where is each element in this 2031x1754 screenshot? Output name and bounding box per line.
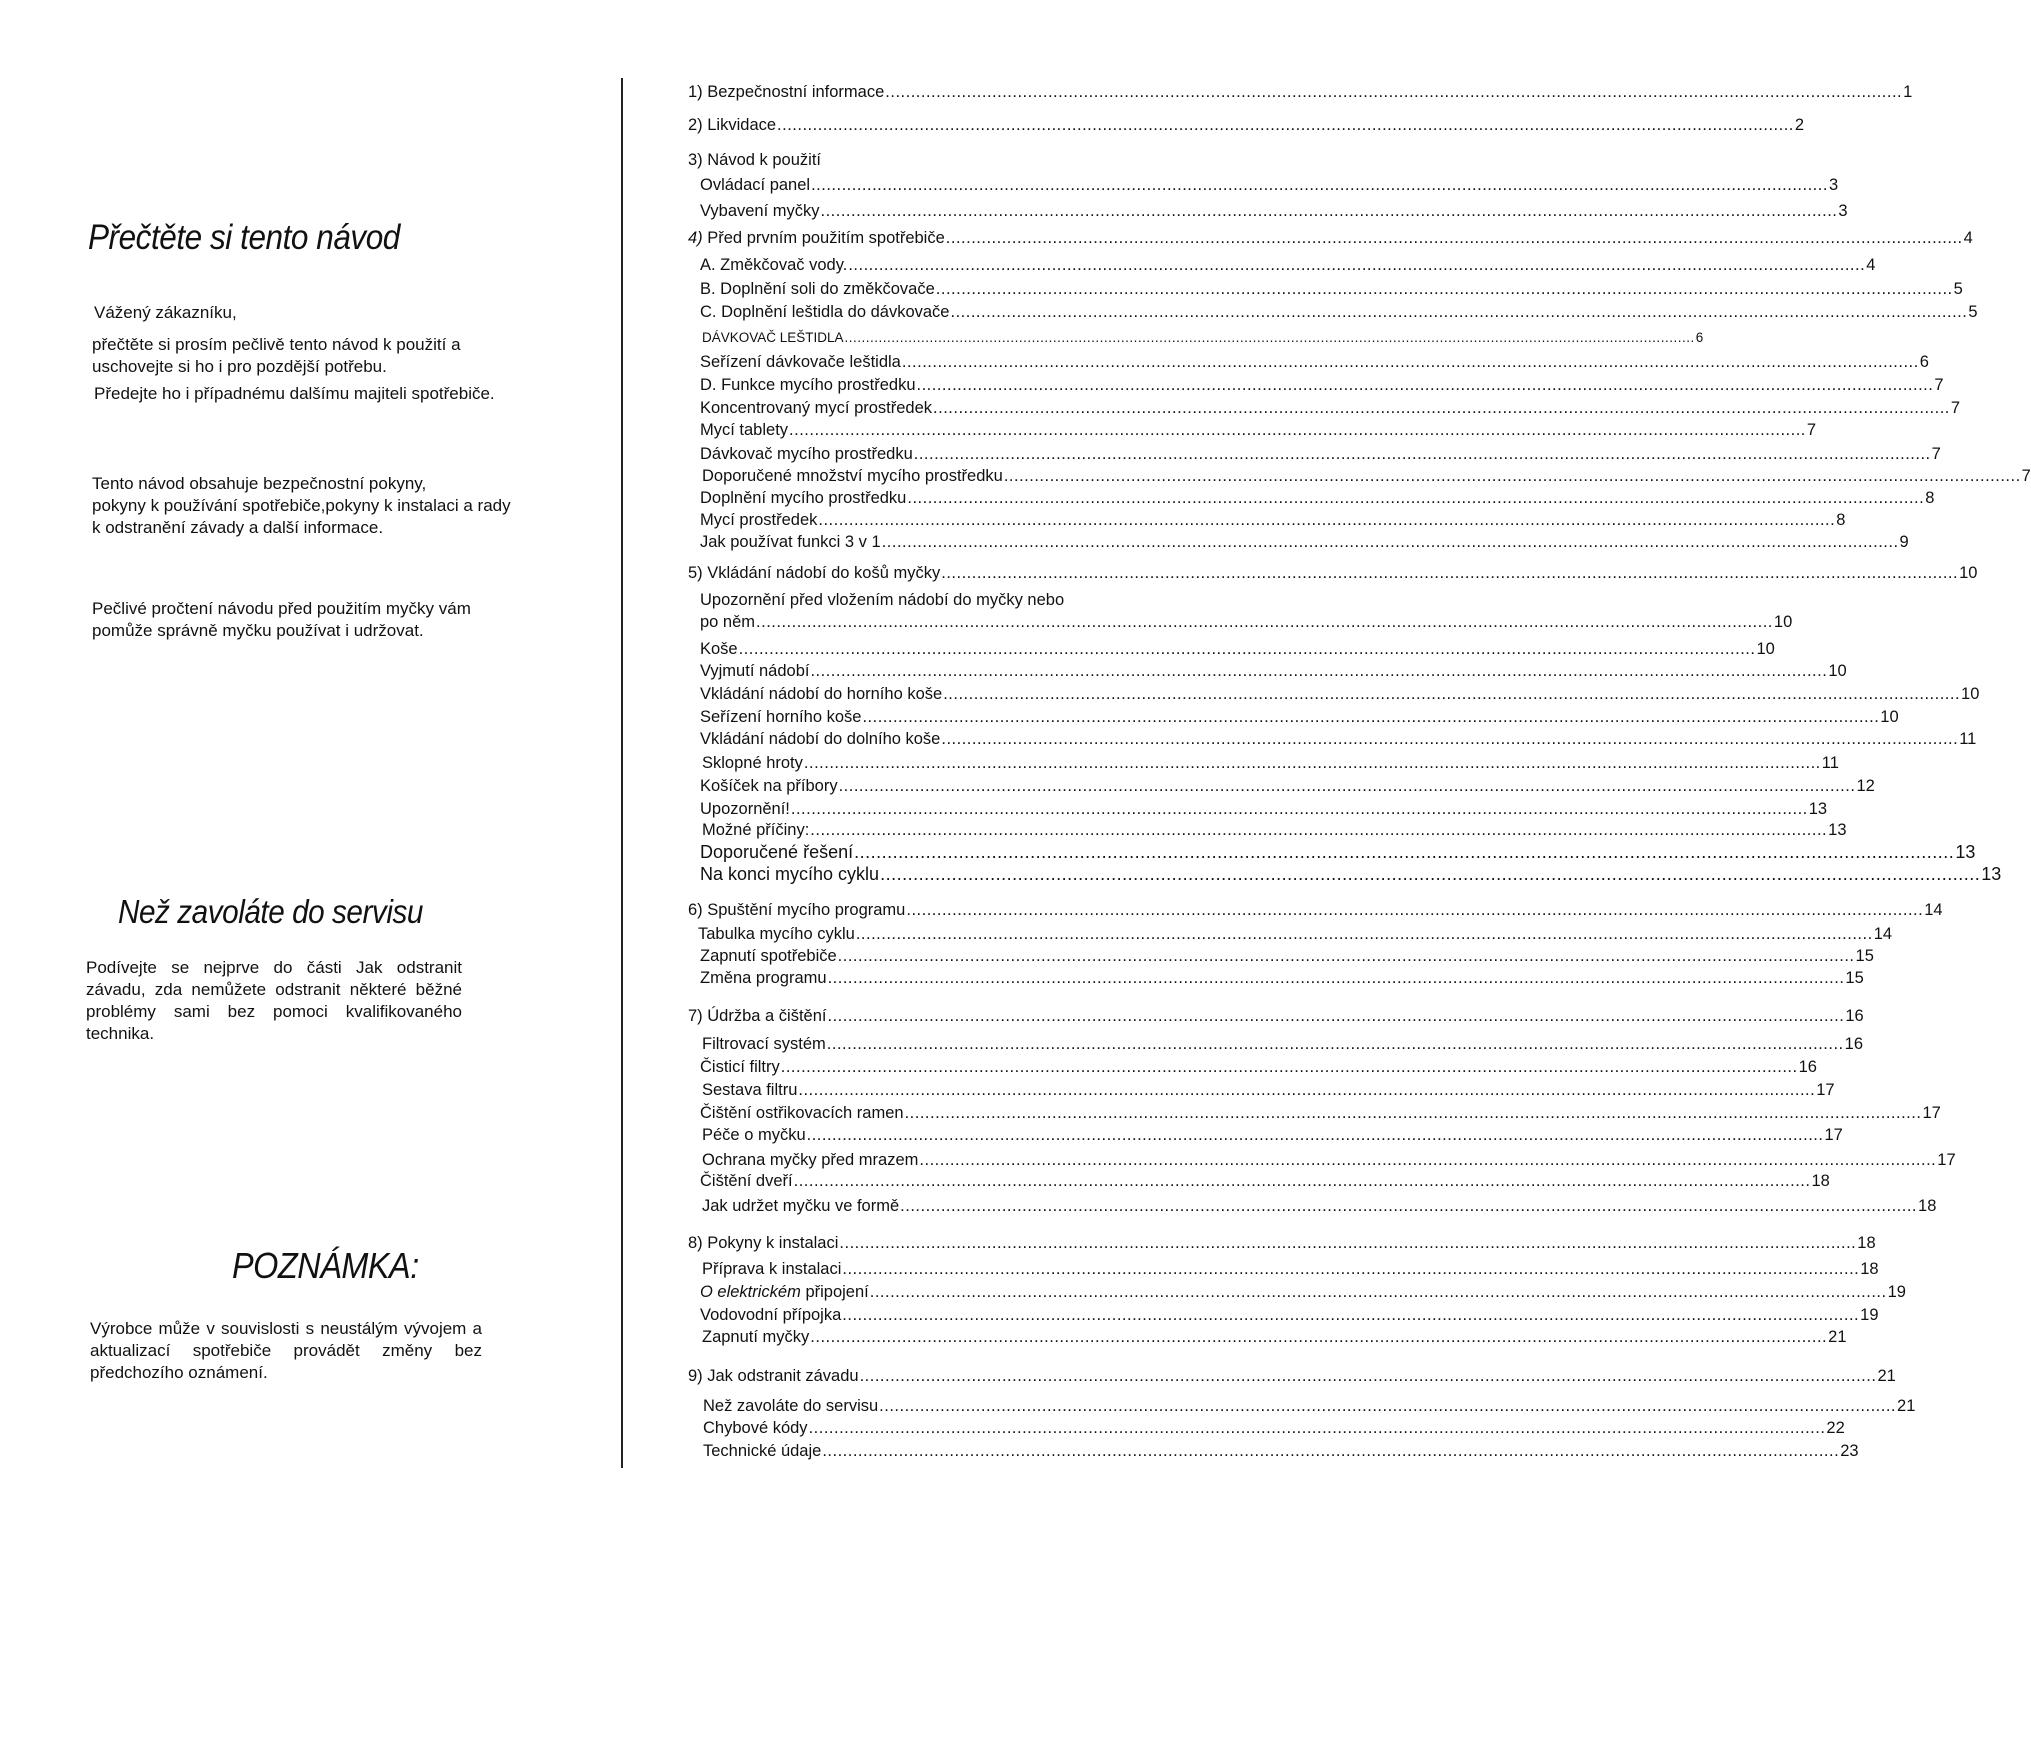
toc-leader: ........................................................................................................................................................................................................ [881,533,1899,551]
toc-leader: ........................................................................................................................................................................................................ [810,662,1828,680]
intro-paragraph-1-line-1: přečtěte si prosím pečlivě tento návod k použití a [92,335,461,354]
toc-entry-label: Tabulka mycího cyklu [698,925,855,943]
toc-page-number: 13 [1981,864,2002,884]
toc-entry-label: Na konci mycího cyklu [700,864,880,884]
toc-entry-label: Technické údaje [703,1442,822,1460]
toc-entry-label: připojení [800,1283,869,1301]
toc-entry-label: Čisticí filtry [700,1058,780,1076]
toc-leader: ........................................................................................................................................................................................................ [885,83,1903,101]
toc-leader: ........................................................................................................................................................................................................ [862,708,1880,726]
toc-entry[interactable] [700,420,1817,440]
toc-page-number: 14 [1873,925,1893,943]
toc-entry[interactable] [700,201,1848,221]
toc-entry-label: Než zavoláte do servisu [703,1397,879,1415]
toc-entry-label: Péče o myčku [702,1126,806,1144]
toc-page-number: 21 [1877,1367,1896,1385]
service-heading: Než zavoláte do servisu [118,893,423,930]
toc-page-number: 8 [1925,489,1935,507]
toc-page-number: 1 [1903,83,1913,101]
toc-entry[interactable] [700,444,1941,464]
toc-leader: ........................................................................................................................................................................................................ [777,116,1794,134]
toc-page-number: 4 [1963,229,1973,247]
toc-entry[interactable] [700,532,1909,552]
toc-entry-label: Vkládání nádobí do dolního koše [700,730,941,748]
toc-entry[interactable] [703,1441,1859,1461]
toc-entry[interactable] [702,820,1847,840]
toc-entry-label: Doporučené množství mycího prostředku [702,467,1003,485]
toc-leader: ........................................................................................................................................................................................................ [848,256,1866,274]
toc-leader: ........................................................................................................................................................................................................ [916,376,1934,394]
toc-leader: ........................................................................................................................................................................................................ [827,1007,1845,1025]
toc-entry-label: Košíček na příbory [700,777,838,795]
toc-entry[interactable] [702,328,1704,348]
toc-leader: ........................................................................................................................................................................................................ [793,1172,1811,1190]
toc-entry[interactable] [688,1006,1864,1026]
toc-entry-label: Vyjmutí nádobí [700,662,810,680]
toc-entry[interactable] [702,1125,1843,1145]
toc-entry[interactable] [700,398,1961,418]
intro-paragraph-3-line-1: Tento návod obsahuje bezpečnostní pokyny, [92,474,427,493]
toc-leader: ........................................................................................................................................................................................................ [811,176,1828,194]
toc-leader: ........................................................................................................................................................................................................ [879,1397,1897,1415]
toc-leader: ........................................................................................................................................................................................................ [941,730,1959,748]
toc-entry[interactable] [702,1150,1956,1170]
toc-entry[interactable] [702,753,1839,773]
toc-page-number: 10 [1756,640,1775,658]
toc-page-number: 18 [1811,1172,1830,1190]
toc-leader: ........................................................................................................................................................................................................ [790,800,1808,818]
toc-leader: ........................................................................................................................................................................................................ [837,947,1855,965]
toc-entry[interactable] [688,1233,1876,1253]
toc-entry-label: Možné příčiny: [702,821,810,839]
toc-entry-label: Změna programu [700,969,827,987]
toc-entry[interactable] [700,255,1876,275]
toc-entry-label: Mycí tablety [700,421,789,439]
toc-leader: ........................................................................................................................................................................................................ [933,399,1950,417]
toc-entry[interactable] [700,684,1980,704]
read-manual-heading: Přečtěte si tento návod [88,218,400,257]
toc-entry[interactable] [698,924,1893,944]
toc-entry[interactable] [702,1196,1937,1216]
toc-leader: ........................................................................................................................................................................................................ [803,754,1821,772]
toc-page-number: 21 [1897,1397,1916,1415]
toc-leader: ........................................................................................................................................................................................................ [844,330,1695,345]
toc-entry-label: Vodovodní přípojka [700,1306,842,1324]
toc-page-number: 22 [1826,1419,1845,1437]
toc-entry-label: D. Funkce mycího prostředku [700,376,916,394]
toc-leader: ........................................................................................................................................................................................................ [810,1328,1828,1346]
toc-page-number: 10 [1773,613,1793,631]
toc-entry[interactable] [700,510,1846,530]
intro-paragraph-3-line-2: pokyny k používání spotřebiče,pokyny k instalaci a rady [92,496,511,515]
toc-page-number: 10 [1828,662,1847,680]
toc-leader: ........................................................................................................................................................................................................ [904,1104,1922,1122]
toc-page-number: 18 [1857,1234,1876,1252]
toc-entry-label: DÁVKOVAČ LEŠTIDLA [702,330,844,345]
toc-leader: ........................................................................................................................................................................................................ [808,1419,1826,1437]
toc-entry-label: 5) Vkládání nádobí do košů myčky [688,564,941,582]
greeting: Vážený zákazníku, [94,303,237,322]
toc-entry-label: Seřízení horního koše [700,708,862,726]
toc-entry-label: Vkládání nádobí do horního koše [700,685,943,703]
toc-entry[interactable] [700,729,1977,749]
toc-leader: ........................................................................................................................................................................................................ [913,445,1931,463]
toc-page-number: 3 [1838,202,1848,220]
toc-entry-prefix: 4) [688,229,703,247]
toc-leader: ........................................................................................................................................................................................................ [842,1306,1860,1324]
toc-page-number: 7 [1950,399,1961,417]
toc-entry[interactable] [700,488,1935,508]
toc-leader: ........................................................................................................................................................................................................ [842,1260,1860,1278]
toc-leader: ........................................................................................................................................................................................................ [1003,467,2021,485]
toc-entry[interactable] [700,375,1944,395]
toc-entry[interactable] [702,1034,1863,1054]
toc-entry-label: A. Změkčovač vody. [700,256,848,274]
toc-leader: ........................................................................................................................................................................................................ [820,202,1838,220]
note-heading: POZNÁMKA: [232,1245,419,1286]
toc-entry-label: C. Doplnění leštidla do dávkovače [700,303,950,321]
toc-section-title[interactable]: 3) Návod k použití [688,151,821,169]
toc-entry[interactable] [688,563,1978,583]
toc-entry-label: Koše [700,640,738,658]
intro-paragraph-1-line-2: uschovejte si ho i pro pozdější potřebu. [92,357,387,376]
toc-page-number: 4 [1866,256,1876,274]
toc-entry[interactable] [700,661,1847,681]
toc-page-number: 10 [1959,564,1978,582]
toc-leader: ........................................................................................................................................................................................................ [806,1126,1824,1144]
toc-entry-label: po něm [700,613,756,631]
toc-entry[interactable] [702,1259,1879,1279]
toc-leader: ........................................................................................................................................................................................................ [950,303,1968,321]
toc-entry-label: Vybavení myčky [700,202,820,220]
toc-leader: ........................................................................................................................................................................................................ [780,1058,1798,1076]
toc-page-number: 6 [1919,353,1929,371]
toc-entry[interactable] [688,900,1943,920]
toc-entry-label: Zapnutí myčky [702,1328,810,1346]
toc-entry[interactable] [688,228,1973,248]
toc-page-number: 10 [1961,685,1980,703]
toc-entry-label: Filtrovací systém [702,1035,826,1053]
toc-page-number: 19 [1887,1283,1906,1301]
toc-page-number: 17 [1816,1081,1835,1099]
toc-entry-label: Jak používat funkci 3 v 1 [700,533,881,551]
toc-page-number: 5 [1968,303,1978,321]
toc-entry-label: Mycí prostředek [700,511,818,529]
toc-page-number: 2 [1794,116,1805,134]
toc-leader: ........................................................................................................................................................................................................ [839,1234,1857,1252]
toc-entry-label: Sestava filtru [702,1081,798,1099]
toc-page-number: 17 [1824,1126,1843,1144]
toc-entry-label: 1) Bezpečnostní informace [688,83,885,101]
intro-paragraph-2: Předejte ho i případnému dalšímu majiteli spotřebiče. [94,384,495,403]
toc-page-number: 3 [1828,176,1839,194]
toc-entry-label: 8) Pokyny k instalaci [688,1234,839,1252]
note-paragraph: Výrobce může v souvislosti s neustálým vývojem a aktualizací spotřebiče provádět změny bez předchozího oznámení. [90,1319,482,1382]
toc-leader: ........................................................................................................................................................................................................ [855,925,1873,943]
toc-leader: ........................................................................................................................................................................................................ [827,969,1845,987]
toc-page-number: 5 [1953,280,1963,298]
toc-page-number: 10 [1880,708,1899,726]
toc-page-number: 11 [1959,730,1977,748]
toc-leader: ........................................................................................................................................................................................................ [756,613,1773,631]
toc-leader: ........................................................................................................................................................................................................ [901,353,1919,371]
toc-entry-italic-part: O elektrickém [700,1283,801,1301]
toc-leader: ........................................................................................................................................................................................................ [869,1283,1887,1301]
toc-entry[interactable] [703,1396,1916,1416]
toc-page-number: 18 [1860,1260,1879,1278]
toc-page-number: 13 [1828,821,1847,839]
toc-entry-label: Seřízení dávkovače leštidla [700,353,901,371]
toc-leader: ........................................................................................................................................................................................................ [941,564,1959,582]
toc-entry-label: 9) Jak odstranit závadu [688,1367,859,1385]
toc-page-number: 6 [1695,330,1704,345]
toc-page-number: 15 [1855,947,1874,965]
toc-entry-label: Upozornění! [700,800,790,818]
toc-entry[interactable] [700,1057,1817,1077]
toc-entry-label: B. Doplnění soli do změkčovače [700,280,935,298]
toc-page-number: 9 [1899,533,1909,551]
toc-entry[interactable] [702,1327,1847,1347]
toc-entry[interactable] [688,115,1805,135]
toc-entry[interactable] [700,1282,1906,1302]
toc-entry-label: 6) Spuštění mycího programu [688,901,906,919]
toc-entry[interactable] [700,639,1775,659]
toc-entry-label: Před prvním použitím spotřebiče [702,229,945,247]
toc-entry-label: Dávkovač mycího prostředku [700,445,913,463]
toc-entry-label: Příprava k instalaci [702,1260,842,1278]
toc-leader: ........................................................................................................................................................................................................ [818,511,1836,529]
toc-page-number: 16 [1845,1007,1864,1025]
toc-page-number: 11 [1821,754,1839,772]
toc-entry[interactable] [700,352,1929,372]
toc-entry[interactable] [700,175,1839,195]
toc-entry-label: Doporučené řešení [700,842,854,862]
toc-entry[interactable] [700,968,1864,988]
toc-entry[interactable] [700,946,1874,966]
toc-entry[interactable] [700,1171,1830,1191]
toc-entry-label: Zapnutí spotřebiče [700,947,837,965]
toc-entry-label: Sklopné hroty [702,754,803,772]
toc-page-number: 7 [1934,376,1944,394]
toc-page-number: 15 [1845,969,1864,987]
toc-entry[interactable] [688,82,1913,102]
toc-page-number: 17 [1922,1104,1941,1122]
toc-entry[interactable] [700,1103,1941,1123]
toc-entry[interactable] [700,776,1875,796]
toc-page-number: 12 [1856,777,1875,795]
toc-page-number: 7 [1806,421,1817,439]
intro-paragraph-4-line-2: pomůže správně myčku používat i udržovat. [92,621,424,640]
toc-page-number: 8 [1836,511,1846,529]
toc-entry[interactable] [700,279,1963,299]
toc-page-number: 16 [1844,1035,1863,1053]
toc-page-number: 16 [1798,1058,1817,1076]
toc-leader: ........................................................................................................................................................................................................ [906,901,1924,919]
toc-leader: ........................................................................................................................................................................................................ [738,640,1756,658]
toc-leader: ........................................................................................................................................................................................................ [943,685,1961,703]
toc-entry[interactable] [700,1305,1879,1325]
toc-entry[interactable] [700,612,1793,632]
toc-leader: ........................................................................................................................................................................................................ [907,489,1925,507]
toc-entry[interactable] [700,842,1976,862]
toc-leader: ........................................................................................................................................................................................................ [798,1081,1816,1099]
service-paragraph: Podívejte se nejprve do části Jak odstranit závadu, zda nemůžete odstranit některé běžné problémy sami bez pomoci kvalifikovaného technika. [86,958,462,1043]
toc-leader: ........................................................................................................................................................................................................ [880,864,1981,884]
toc-entry[interactable] [702,466,2031,486]
toc-page-number: 17 [1937,1151,1956,1169]
toc-page-number: 14 [1924,901,1943,919]
toc-page-number: 7 [1931,445,1941,463]
intro-paragraph-3-line-3: k odstranění závady a další informace. [92,518,384,537]
toc-leader: ........................................................................................................................................................................................................ [854,842,1955,862]
toc-entry-label: Ochrana myčky před mrazem [702,1151,919,1169]
toc-leader: ........................................................................................................................................................................................................ [822,1442,1840,1460]
toc-leader: ........................................................................................................................................................................................................ [826,1035,1844,1053]
toc-entry-label: Koncentrovaný mycí prostředek [700,399,933,417]
toc-entry-label: 2) Likvidace [688,116,777,134]
toc-leader: ........................................................................................................................................................................................................ [935,280,1953,298]
toc-page-number: 13 [1808,800,1828,818]
toc-page-number: 18 [1918,1197,1937,1215]
toc-leader: ........................................................................................................................................................................................................ [789,421,1806,439]
toc-entry-label: Jak udržet myčku ve formě [702,1197,900,1215]
toc-leader: ........................................................................................................................................................................................................ [945,229,1963,247]
toc-entry-label: Doplnění mycího prostředku [700,489,907,507]
toc-entry[interactable] [700,799,1828,819]
toc-entry[interactable] [702,1080,1835,1100]
toc-entry-label: Ovládací panel [700,176,811,194]
toc-entry-label: 7) Údržba a čištění [688,1007,827,1025]
toc-entry-label: Čištění dveří [700,1172,793,1190]
intro-paragraph-4-line-1: Pečlivé pročtení návodu před použitím myčky vám [92,599,471,618]
toc-page-number: 21 [1828,1328,1847,1346]
toc-page-number: 23 [1840,1442,1859,1460]
toc-entry[interactable] [703,1418,1845,1438]
toc-entry[interactable] [688,1366,1896,1386]
toc-page-number: 19 [1860,1306,1879,1324]
toc-leader: ........................................................................................................................................................................................................ [859,1367,1877,1385]
toc-leader: ........................................................................................................................................................................................................ [838,777,1856,795]
toc-page-number: 7 [2021,467,2031,485]
toc-entry[interactable] [700,707,1899,727]
toc-leader: ........................................................................................................................................................................................................ [900,1197,1918,1215]
toc-entry[interactable] [700,864,2002,884]
toc-entry-line: Upozornění před vložením nádobí do myčky nebo [700,591,1065,609]
toc-entry[interactable] [700,302,1978,322]
toc-leader: ........................................................................................................................................................................................................ [810,821,1828,839]
toc-leader: ........................................................................................................................................................................................................ [919,1151,1937,1169]
toc-entry-label: Čištění ostřikovacích ramen [700,1104,904,1122]
toc-entry-label: Chybové kódy [703,1419,808,1437]
toc-page-number: 13 [1955,842,1976,862]
